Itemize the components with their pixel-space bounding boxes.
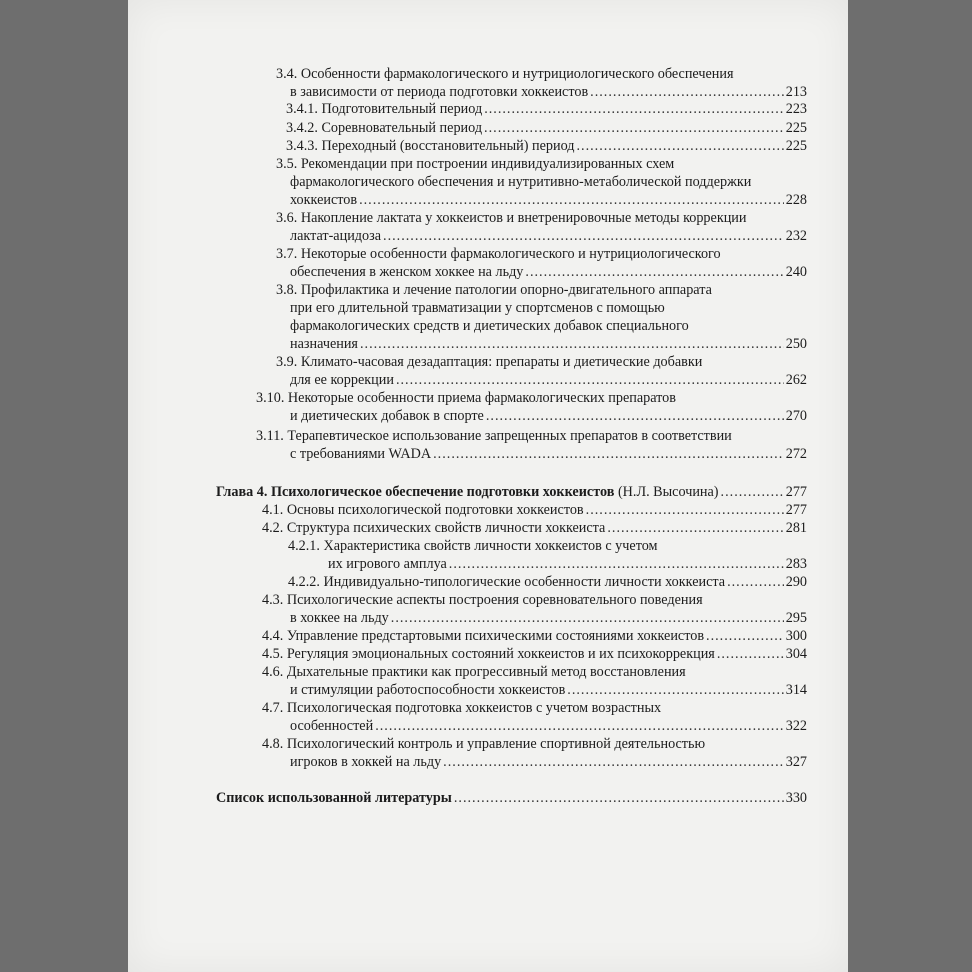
toc-entry-4-6 [262, 664, 686, 681]
page-number: 283 [785, 556, 807, 572]
section-title: Регуляция эмоциональных состояний хоккеистов и их психокоррекция [286, 646, 715, 662]
section-title: для ее коррекции [290, 372, 394, 388]
section-title: с требованиями WADA [290, 446, 432, 462]
section-title: Соревновательный период [321, 120, 483, 136]
section-title: Подготовительный период [321, 101, 483, 117]
dot-leader [484, 120, 784, 137]
section-number: 3.11. [256, 428, 284, 444]
toc-entry-4-5 [262, 646, 807, 663]
dot-leader [391, 610, 784, 627]
toc-entry-3-4-3 [286, 138, 807, 155]
page-number: 281 [785, 520, 807, 536]
page-number: 327 [785, 754, 807, 770]
page-number: 277 [785, 484, 807, 500]
page-number: 290 [785, 574, 807, 590]
toc-entry-3-11 [256, 428, 732, 445]
section-title: и стимуляции работоспособности хоккеистов [290, 682, 566, 698]
section-number: 4.3. [262, 592, 284, 608]
page-number: 272 [785, 446, 807, 462]
page-number: 225 [785, 120, 807, 136]
section-title: Особенности фармакологического и нутрициологического обеспечения [300, 66, 734, 82]
section-title: Терапевтическое использование запрещенных препаратов в соответствии [287, 428, 732, 444]
section-title: Структура психических свойств личности хоккеиста [286, 520, 606, 536]
section-title: Накопление лактата у хоккеистов и внетренировочные методы коррекции [300, 210, 747, 226]
page-number: 228 [785, 192, 807, 208]
page-number: 223 [785, 101, 807, 117]
toc-entry-3-6-cont [290, 228, 807, 245]
section-number: 3.8. [276, 282, 298, 298]
section-title: их игрового амплуа [328, 556, 447, 572]
dot-leader [454, 790, 784, 807]
toc-entry-3-8 [276, 282, 712, 299]
toc-entry-3-11-cont [290, 446, 807, 463]
dot-leader [706, 628, 784, 645]
section-title: игроков в хоккей на льду [290, 754, 442, 770]
dot-leader [586, 502, 784, 519]
toc-entry-3-10 [256, 390, 676, 407]
section-number: 3.6. [276, 210, 298, 226]
section-title: Дыхательные практики как прогрессивный метод восстановления [286, 664, 686, 680]
dot-leader [721, 484, 784, 501]
section-number: 4.6. [262, 664, 284, 680]
section-title: в хоккее на льду [290, 610, 389, 626]
section-number: 4.5. [262, 646, 284, 662]
toc-entry-4-7 [262, 700, 661, 717]
toc-entry-4-3-cont [290, 610, 807, 627]
toc-entry-4-2 [262, 520, 807, 537]
section-number: 4.7. [262, 700, 284, 716]
dot-leader [567, 682, 783, 699]
toc-entry-3-8-cont2 [290, 318, 689, 335]
page-number: 240 [785, 264, 807, 280]
section-number: 3.9. [276, 354, 298, 370]
toc-entry-4-2-1-cont [328, 556, 807, 573]
section-title: лактат-ацидоза [290, 228, 382, 244]
toc-entry-3-4-2 [286, 120, 807, 137]
section-number: 4.2.1. [288, 538, 320, 554]
page-number: 213 [785, 84, 807, 100]
book-page [128, 0, 848, 972]
section-title: фармакологического обеспечения и нутритивно-метаболической поддержки [290, 174, 752, 190]
page-number: 277 [785, 502, 807, 518]
dot-leader [360, 336, 784, 353]
dot-leader [607, 520, 783, 537]
page-number: 300 [785, 628, 807, 644]
toc-entry-3-6 [276, 210, 746, 227]
section-title: Психологическая подготовка хоккеистов с учетом возрастных [286, 700, 662, 716]
section-number: 3.4.3. [286, 138, 318, 154]
section-title: при его длительной травматизации у спортсменов с помощью [290, 300, 665, 316]
toc-entry-3-5 [276, 156, 674, 173]
toc-entry-4-6-cont [290, 682, 807, 699]
chapter-author: (Н.Л. Высочина) [617, 484, 719, 500]
toc-entry-3-8-end [290, 336, 807, 353]
section-number: 4.2.2. [288, 574, 320, 590]
toc-entry-3-10-cont [290, 408, 807, 425]
toc-entry-3-4 [276, 66, 734, 83]
dot-leader [433, 446, 784, 463]
section-number: 4.2. [262, 520, 284, 536]
toc-entry-3-7 [276, 246, 721, 263]
section-title: Переходный (восстановительный) период [321, 138, 575, 154]
dot-leader [525, 264, 783, 281]
dot-leader [443, 754, 784, 771]
dot-leader [396, 372, 784, 389]
page-number: 330 [785, 790, 807, 806]
section-number: 4.1. [262, 502, 284, 518]
page-number: 262 [785, 372, 807, 388]
section-title: обеспечения в женском хоккее на льду [290, 264, 524, 280]
toc-entry-4-8 [262, 736, 705, 753]
dot-leader [449, 556, 784, 573]
dot-leader [383, 228, 784, 245]
section-title: Управление предстартовыми психическими состояниями хоккеистов [286, 628, 705, 644]
dot-leader [727, 574, 784, 591]
section-number: 3.7. [276, 246, 298, 262]
section-number: 3.10. [256, 390, 285, 406]
toc-entry-4-7-cont [290, 718, 807, 735]
section-title: Психологический контроль и управление спортивной деятельностью [286, 736, 706, 752]
section-title: Психологические аспекты построения соревновательного поведения [286, 592, 703, 608]
section-title: особенностей [290, 718, 374, 734]
section-title: Некоторые особенности приема фармакологических препаратов [287, 390, 676, 406]
page-number: 225 [785, 138, 807, 154]
dot-leader [717, 646, 784, 663]
section-title: Характеристика свойств личности хоккеистов с учетом [323, 538, 658, 554]
dot-leader [375, 718, 784, 735]
toc-entry-3-4-1 [286, 101, 807, 118]
toc-entry-3-9 [276, 354, 702, 371]
page-number: 295 [785, 610, 807, 626]
section-number: 3.5. [276, 156, 298, 172]
dot-leader [359, 192, 784, 209]
toc-entry-4-4 [262, 628, 807, 645]
section-title: назначения [290, 336, 358, 352]
chapter-title: Глава 4. Психологическое обеспечение подготовки хоккеистов [216, 484, 615, 500]
section-title: Основы психологической подготовки хоккеистов [286, 502, 584, 518]
page-number: 304 [785, 646, 807, 662]
section-title: Некоторые особенности фармакологического и нутрициологического [300, 246, 721, 262]
toc-entry-4-3 [262, 592, 703, 609]
toc-entry-3-4-cont [290, 84, 807, 101]
toc-entry-3-9-cont [290, 372, 807, 389]
toc-entry-3-5-cont [290, 174, 751, 191]
section-title: фармакологических средств и диетических добавок специального [290, 318, 689, 334]
page-number: 250 [785, 336, 807, 352]
toc-entry-3-7-cont [290, 264, 807, 281]
section-number: 3.4. [276, 66, 298, 82]
page-number: 314 [785, 682, 807, 698]
dot-leader [484, 101, 784, 118]
section-title: Климато-часовая дезадаптация: препараты и диетические добавки [300, 354, 703, 370]
toc-references [216, 790, 807, 807]
section-number: 4.4. [262, 628, 284, 644]
section-number: 3.4.1. [286, 101, 318, 117]
section-title: в зависимости от периода подготовки хоккеистов [290, 84, 589, 100]
toc-entry-4-1 [262, 502, 807, 519]
page-number: 270 [785, 408, 807, 424]
dot-leader [576, 138, 783, 155]
toc-entry-4-2-2 [288, 574, 807, 591]
section-title: и диетических добавок в спорте [290, 408, 484, 424]
toc-entry-3-5-end [290, 192, 807, 209]
section-title: Рекомендации при построении индивидуализированных схем [300, 156, 675, 172]
section-number: 3.4.2. [286, 120, 318, 136]
dot-leader [590, 84, 784, 101]
references-title: Список использованной литературы [216, 790, 452, 806]
page-number: 322 [785, 718, 807, 734]
section-number: 4.8. [262, 736, 284, 752]
toc-chapter-4 [216, 484, 807, 501]
section-title: Индивидуально-типологические особенности личности хоккеиста [323, 574, 726, 590]
page-number: 232 [785, 228, 807, 244]
dot-leader [486, 408, 784, 425]
section-title: Профилактика и лечение патологии опорно-двигательного аппарата [300, 282, 712, 298]
toc-entry-3-8-cont1 [290, 300, 665, 317]
section-title: хоккеистов [290, 192, 358, 208]
toc-entry-4-2-1 [288, 538, 658, 555]
toc-entry-4-8-cont [290, 754, 807, 771]
